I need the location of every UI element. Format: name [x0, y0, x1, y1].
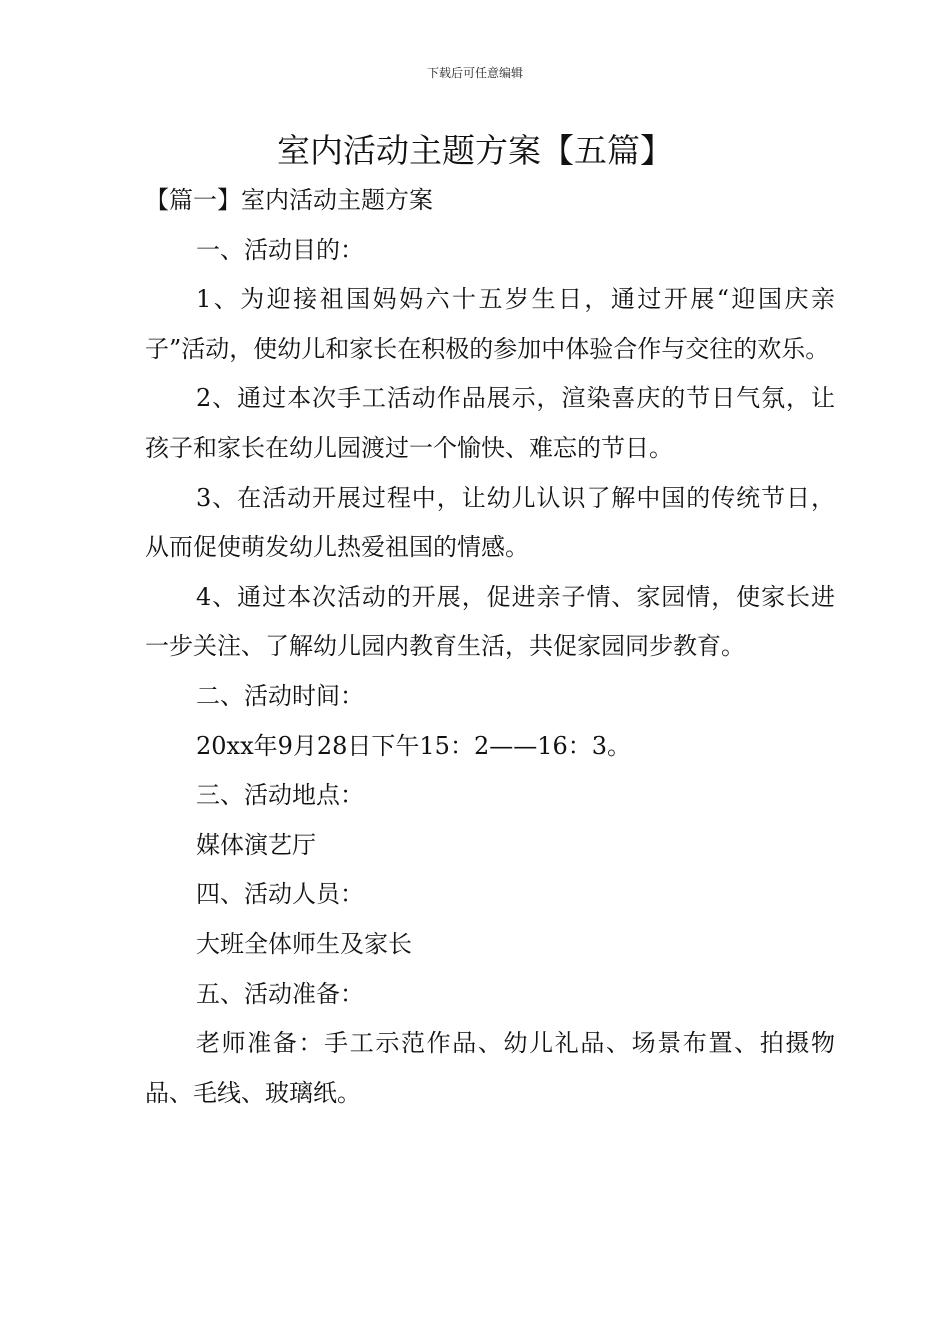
- heading-activity-participants: 四、活动人员：: [196, 880, 364, 909]
- teacher-preparation: 老师准备：手工示范作品、幼儿礼品、场景布置、拍摄物品、毛线、玻璃纸。: [145, 1029, 835, 1107]
- purpose-item-3: 3、在活动开展过程中，让幼儿认识了解中国的传统节日，从而促使萌发幼儿热爱祖国的情感。: [145, 483, 835, 562]
- header-note: 下载后可任意编辑: [426, 66, 523, 80]
- heading-activity-preparation: 五、活动准备：: [196, 979, 364, 1008]
- purpose-item-1: 1、为迎接祖国妈妈六十五岁生日，通过开展“迎国庆亲子”活动，使幼儿和家长在积极的参加中体验合作与交往的欢乐。: [145, 285, 835, 363]
- activity-location-value: 媒体演艺厅: [196, 830, 316, 859]
- document-title: 室内活动主题方案【五篇】: [277, 131, 673, 170]
- activity-time-value: 20xx年9月28日下午15：2——16：3。: [196, 731, 632, 760]
- purpose-item-2: 2、通过本次手工活动作品展示，渲染喜庆的节日气氛，让孩子和家长在幼儿园渡过一个愉快、难忘的节日。: [145, 384, 835, 462]
- purpose-item-4: 4、通过本次活动的开展，促进亲子情、家园情，使家长进一步关注、了解幼儿园内教育生活，共促家园同步教育。: [145, 582, 835, 661]
- section-title: 【篇一】室内活动主题方案: [145, 186, 433, 214]
- heading-activity-purpose: 一、活动目的：: [196, 235, 364, 264]
- heading-activity-time: 二、活动时间：: [196, 681, 364, 710]
- heading-activity-location: 三、活动地点：: [196, 781, 364, 810]
- activity-participants-value: 大班全体师生及家长: [196, 929, 412, 958]
- document-body: [145, 176, 835, 1118]
